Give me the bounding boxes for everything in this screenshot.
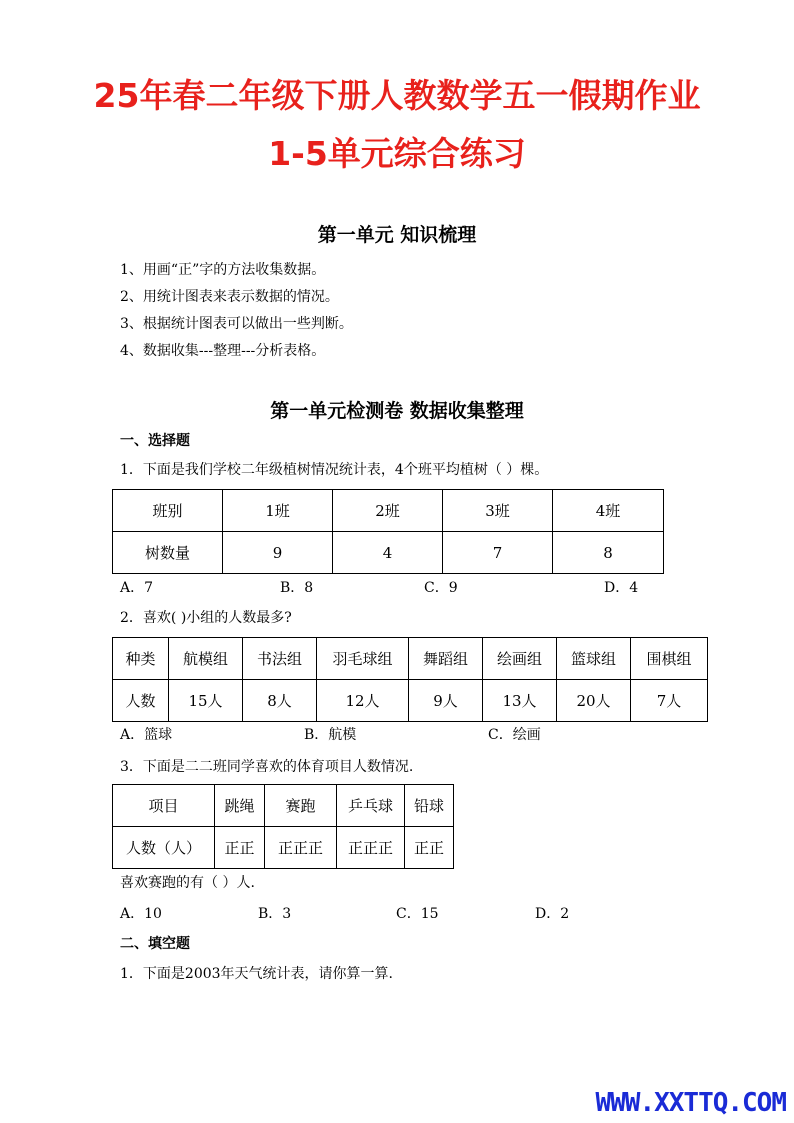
interest-group-table [112,637,708,722]
table-cell: 13人 [483,680,557,722]
q2-option-a: A．篮球 [120,727,173,743]
table-cell: 20人 [557,680,631,722]
table-row [113,680,708,722]
table-cell: 跳绳 [215,785,265,827]
question-3-text: 3．下面是二二班同学喜欢的体育项目人数情况. [120,759,414,775]
table-cell: 乒乓球 [337,785,405,827]
table-cell: 12人 [317,680,409,722]
table-cell: 9 [223,532,333,574]
question-2-text: 2．喜欢( )小组的人数最多? [120,610,292,626]
table-cell: 班别 [113,490,223,532]
table-cell: 15人 [169,680,243,722]
table-cell: 3班 [443,490,553,532]
table-cell: 正正正 [337,827,405,869]
knowledge-item-4: 4、数据收集---整理---分析表格。 [120,343,326,359]
q2-option-c: C．绘画 [488,727,541,743]
table-cell: 航模组 [169,638,243,680]
q3-option-c: C．15 [396,906,439,922]
table-cell: 4 [333,532,443,574]
table-cell: 赛跑 [265,785,337,827]
q3-option-a: A．10 [120,906,162,922]
table-cell: 8 [553,532,664,574]
table-row [113,785,454,827]
table-cell: 2班 [333,490,443,532]
knowledge-item-1: 1、用画“正”字的方法收集数据。 [120,262,326,278]
q1-option-a: A．7 [120,580,154,596]
table-cell: 篮球组 [557,638,631,680]
table-cell: 8人 [243,680,317,722]
fill-question-1: 1．下面是2003年天气统计表，请你算一算. [120,966,393,982]
table-cell: 正正 [405,827,454,869]
table-cell: 正正 [215,827,265,869]
table-row [113,827,454,869]
fill-heading: 二、填空题 [120,936,190,952]
table-cell: 正正正 [265,827,337,869]
table-cell: 书法组 [243,638,317,680]
q3-option-b: B．3 [258,906,292,922]
q1-option-c: C．9 [424,580,458,596]
table-cell: 绘画组 [483,638,557,680]
q2-option-b: B．航模 [304,727,357,743]
page-title-line-2: 1-5单元综合练习 [268,134,526,173]
tree-planting-table [112,489,664,574]
table-cell: 人数 [113,680,169,722]
knowledge-heading: 第一单元 知识梳理 [317,224,477,246]
q1-option-d: D．4 [604,580,639,596]
q3-option-d: D．2 [535,906,570,922]
table-cell: 1班 [223,490,333,532]
table-cell: 7人 [631,680,708,722]
test-heading: 第一单元检测卷 数据收集整理 [270,400,524,422]
table-cell: 羽毛球组 [317,638,409,680]
table-cell: 7 [443,532,553,574]
q1-option-b: B．8 [280,580,314,596]
table-cell: 4班 [553,490,664,532]
choice-heading: 一、选择题 [120,433,190,449]
table-cell: 人数（人） [113,827,215,869]
table-cell: 项目 [113,785,215,827]
table-cell: 围棋组 [631,638,708,680]
sports-tally-table [112,784,454,869]
question-3-follow: 喜欢赛跑的有（ ）人. [120,875,255,891]
table-cell: 树数量 [113,532,223,574]
table-row [113,638,708,680]
table-row [113,490,664,532]
knowledge-item-3: 3、根据统计图表可以做出一些判断。 [120,316,353,332]
table-row [113,532,664,574]
table-cell: 舞蹈组 [409,638,483,680]
table-cell: 铅球 [405,785,454,827]
knowledge-item-2: 2、用统计图表来表示数据的情况。 [120,289,339,305]
watermark-url: WWW.XXTTQ.COM [595,1088,786,1118]
table-cell: 种类 [113,638,169,680]
table-cell: 9人 [409,680,483,722]
page-title-line-1: 25年春二年级下册人教数学五一假期作业 [93,76,701,115]
question-1-text: 1．下面是我们学校二年级植树情况统计表，4个班平均植树（ ）棵。 [120,462,549,478]
